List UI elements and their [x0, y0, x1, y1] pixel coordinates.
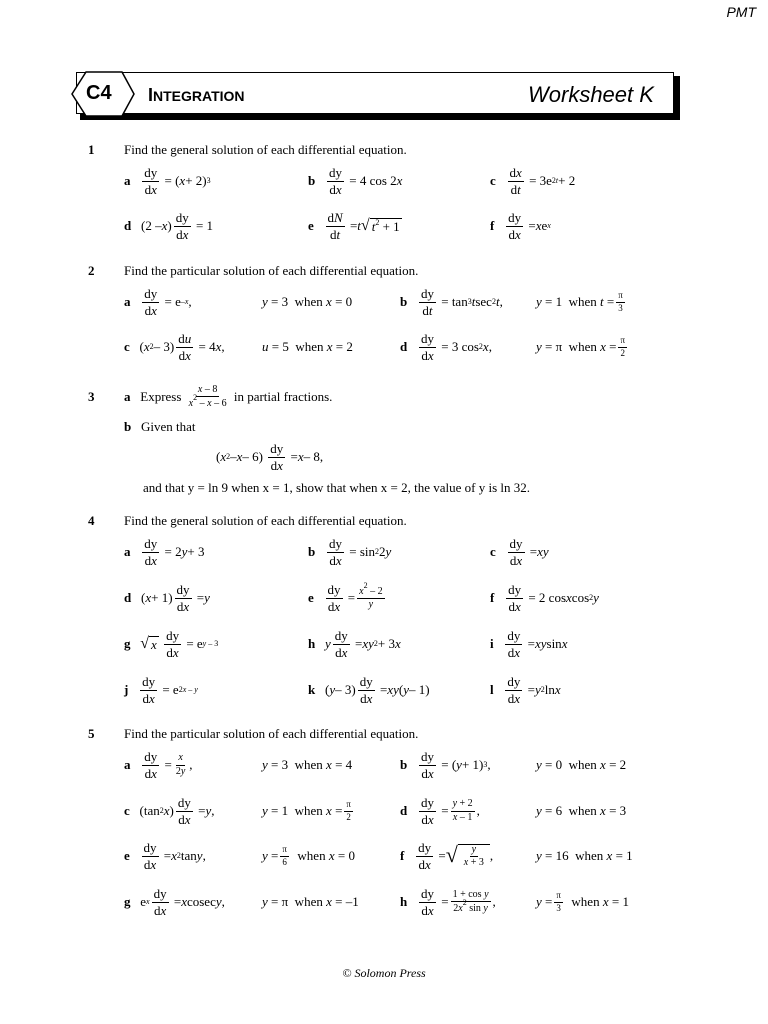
q4a: a $\frac{dy}{dx}$ = 2 y + 3 — [124, 535, 205, 568]
q5d: d $\frac{dy}{dx}$ = $\frac{y + 2}{x - 1}$ , — [400, 794, 480, 827]
q5d-condition: y = 6 when x = 3 — [536, 803, 627, 818]
q1e: e $\frac{dN}{dt}$ = t √ $t^2 + 1$ — [308, 209, 400, 242]
q1-number: 1 — [88, 142, 95, 157]
q4g: g √ x $\frac{dy}{dx}$ = e y – 3 — [124, 627, 219, 660]
q5b-condition: y = 0 when x = 2 — [536, 757, 627, 772]
q1d: d (2 – x ) $\frac{dy}{dx}$ = 1 — [124, 209, 214, 242]
q3b-conclusion: and that y = ln 9 when x = 1, show that when x = 2, the value of y is ln 32. — [143, 480, 531, 495]
q4-number: 4 — [88, 513, 95, 528]
q3a: a Express $\frac{x - 8}{x^2 - x - 6}$ in partial fractions. — [124, 383, 333, 409]
q5c-condition: y = 1 when x = $\frac{\pi}{2}$ — [262, 799, 351, 822]
q2d: d $\frac{dy}{dx}$ = 3 cos 2 x , — [400, 330, 492, 363]
q2c: c ( x 2 – 3) $\frac{du}{dx}$ = 4 x , — [124, 330, 225, 363]
q5a-condition: y = 3 when x = 4 — [262, 757, 353, 772]
q4k: k ( y – 3) $\frac{dy}{dx}$ = xy ( y – 1) — [308, 673, 430, 706]
q2a-condition: y = 3 when x = 0 — [262, 294, 353, 309]
q4-text: Find the general solution of each differential equation. — [124, 513, 407, 528]
q5f: f $\frac{dy}{dx}$ = √ $\frac{y}{x + 3}$ , — [400, 839, 494, 872]
q5-text: Find the particular solution of each differential equation. — [124, 726, 419, 741]
q5g: g e x $\frac{dy}{dx}$ = x cosec y , — [124, 885, 225, 918]
header-topic: INTEGRATION — [148, 85, 245, 105]
page-corner-label: PMT — [726, 4, 756, 20]
q1-text: Find the general solution of each differential equation. — [124, 142, 407, 157]
q4d: d ( x + 1) $\frac{dy}{dx}$ = y — [124, 581, 210, 614]
q5f-condition: y = 16 when x = 1 — [536, 848, 633, 863]
q5-number: 5 — [88, 726, 95, 741]
q3-number: 3 — [88, 389, 95, 404]
q2a: a $\frac{dy}{dx}$ = e –x , — [124, 285, 192, 318]
q1a: a $\frac{dy}{dx}$ = ( x + 2) 3 — [124, 164, 211, 197]
q5e: e $\frac{dy}{dx}$ = x 2 tan y , — [124, 839, 206, 872]
q2d-condition: y = π when x = $\frac{\pi}{2}$ — [536, 335, 626, 358]
q4c: c $\frac{dy}{dx}$ = xy — [490, 535, 549, 568]
header-code: C4 — [86, 82, 112, 104]
q2-number: 2 — [88, 263, 95, 278]
q4l: l $\frac{dy}{dx}$ = y 2 ln x — [490, 673, 561, 706]
q5c: c (tan 2 x ) $\frac{dy}{dx}$ = y , — [124, 794, 215, 827]
q3b-intro: b Given that — [124, 419, 196, 434]
q4b: b $\frac{dy}{dx}$ = sin 2 2 y — [308, 535, 392, 568]
q5b: b $\frac{dy}{dx}$ = ( y + 1) 3 , — [400, 748, 491, 781]
q2-text: Find the particular solution of each differential equation. — [124, 263, 419, 278]
q4f: f $\frac{dy}{dx}$ = 2 cos x cos 2 y — [490, 581, 599, 614]
q1f: f $\frac{dy}{dx}$ = x e x — [490, 209, 551, 242]
header-worksheet: Worksheet K — [528, 82, 654, 107]
q3b-equation: ( x 2 – x – 6) $\frac{dy}{dx}$ = x – 8, — [216, 440, 324, 473]
q2b: b $\frac{dy}{dt}$ = tan 3 t sec 2 t , — [400, 285, 503, 318]
q5g-condition: y = π when x = –1 — [262, 894, 359, 909]
q4e: e $\frac{dy}{dx}$ = $\frac{x^2 - 2}{y}$ — [308, 580, 383, 614]
q5h: h $\frac{dy}{dx}$ = $\frac{\text{1 + cos y}}{2x^2 \sin y}$ , — [400, 885, 496, 918]
q1c: c $\frac{dx}{dt}$ = 3e 2t + 2 — [490, 164, 576, 197]
q4j: j $\frac{dy}{dx}$ = e 2x – y — [124, 673, 198, 706]
q5h-condition: y = $\frac{\pi}{3}$ when x = 1 — [536, 890, 629, 913]
q4i: i $\frac{dy}{dx}$ = xy sin x — [490, 627, 568, 660]
q4h: h y $\frac{dy}{dx}$ = xy 2 + 3 x — [308, 627, 401, 660]
q2c-condition: u = 5 when x = 2 — [262, 339, 353, 354]
footer-publisher: © Solomon Press — [342, 966, 426, 980]
q2b-condition: y = 1 when t = $\frac{\pi}{3}$ — [536, 290, 623, 313]
q5a: a $\frac{dy}{dx}$ = $\frac{x}{2y}$ , — [124, 748, 193, 781]
q1b: b $\frac{dy}{dx}$ = 4 cos 2 x — [308, 164, 403, 197]
q5e-condition: y = $\frac{\pi}{6}$ when x = 0 — [262, 844, 355, 867]
